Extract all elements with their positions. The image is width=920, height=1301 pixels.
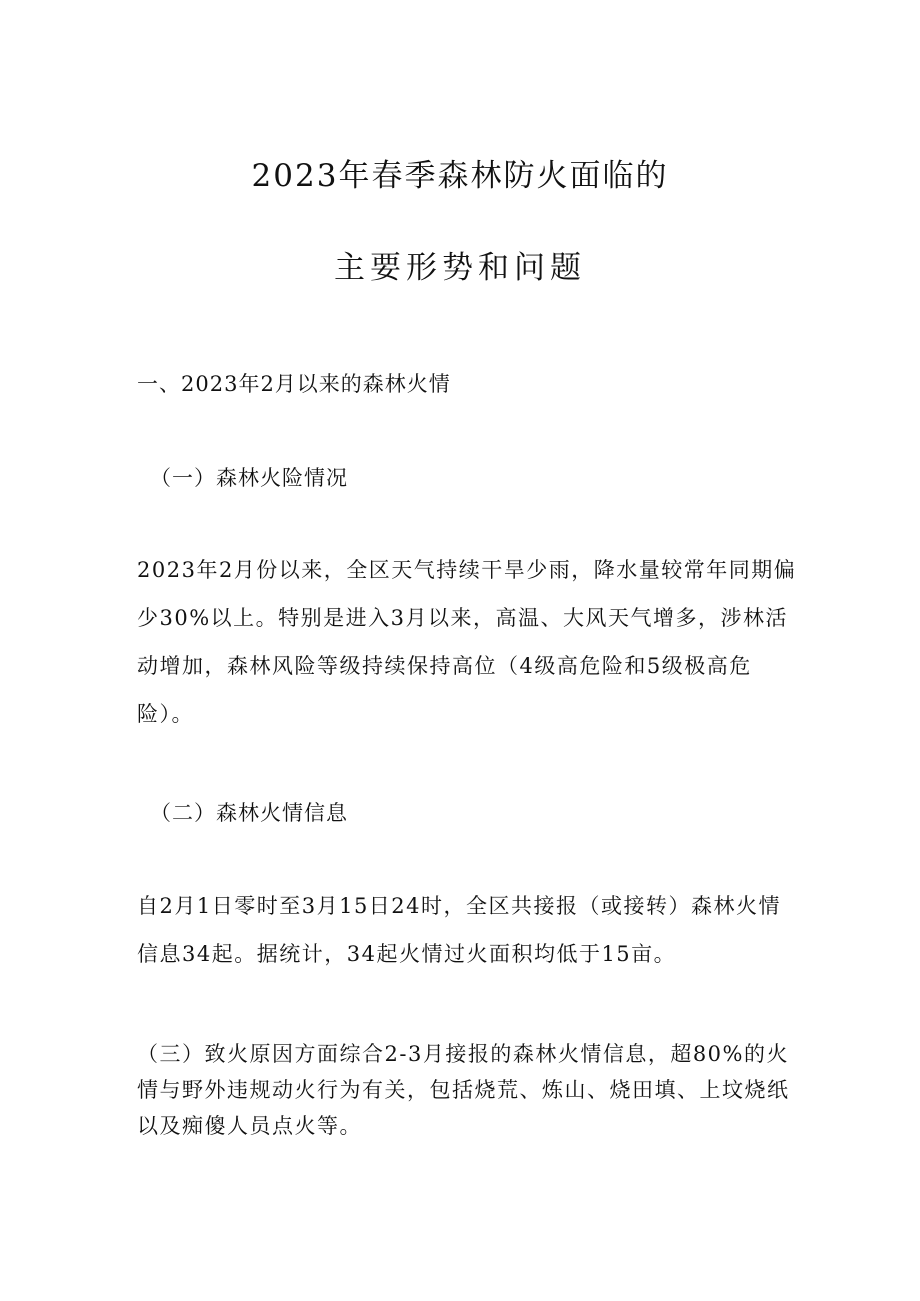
- subsection-2-body: 自2月1日零时至3月15日24时，全区共接报（或接转）森林火情信息34起。据统计，34起火情过火面积均低于15亩。: [137, 894, 782, 966]
- subsection-1-body: 2023年2月份以来，全区天气持续干旱少雨，降水量较常年同期偏少30%以上。特别是进入3月以来，高温、大风天气增多，涉林活动增加，森林风险等级持续保持高位（4级高危险和5级极高危险）。: [137, 558, 797, 726]
- subsection-1-heading: （一）森林火险情况: [150, 466, 348, 490]
- section-1-heading: 一、2023年2月以来的森林火情: [137, 372, 451, 396]
- subsection-3-body: （三）致火原因方面综合2-3月接报的森林火情信息，超80%的火情与野外违规动火行为有关，包括烧荒、炼山、烧田填、上坟烧纸以及痴傻人员点火等。: [137, 1042, 790, 1138]
- document-title-line-2: 主要形势和问题: [334, 250, 586, 286]
- document-title-line-1: 2023年春季森林防火面临的: [251, 158, 669, 194]
- subsection-2-heading: （二）森林火情信息: [150, 801, 348, 825]
